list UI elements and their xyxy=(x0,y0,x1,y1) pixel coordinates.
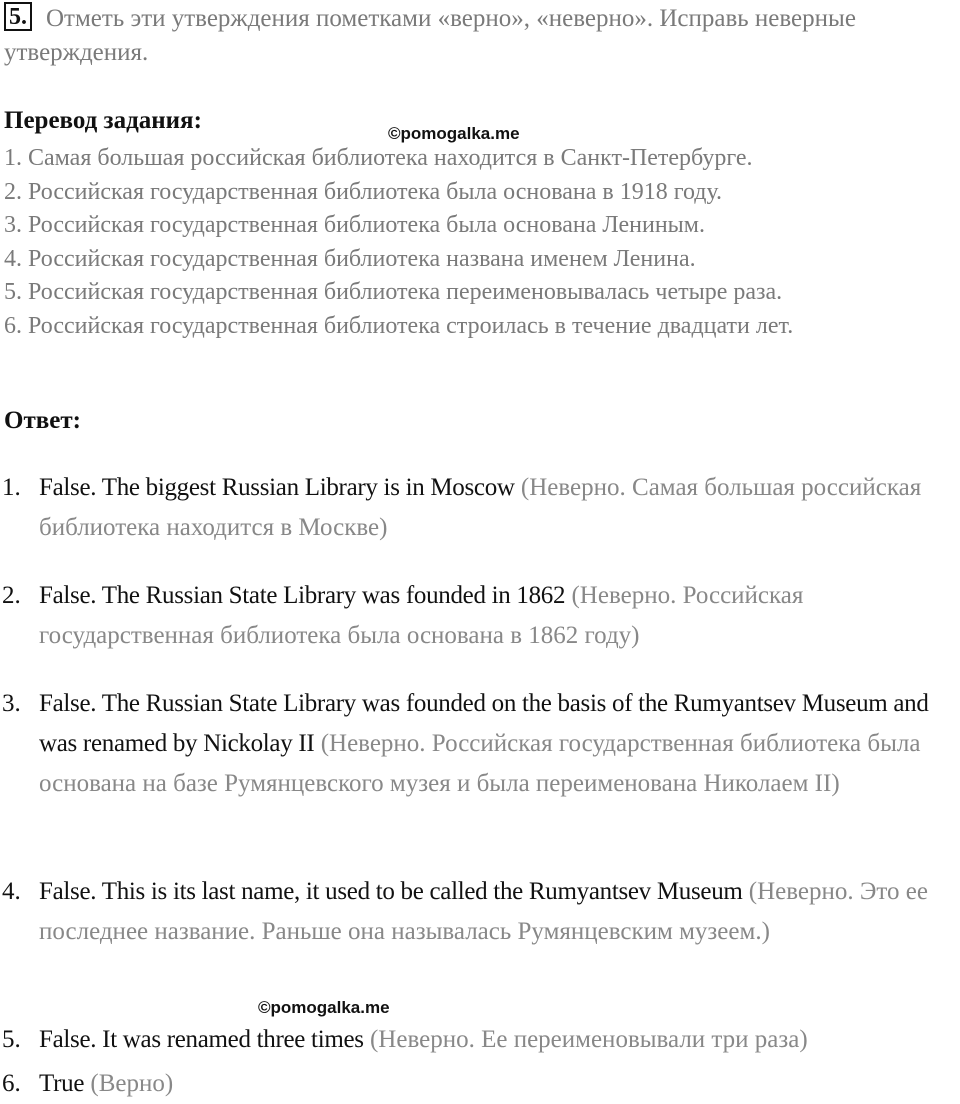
answer-english: False. It was renamed three times xyxy=(39,1026,364,1053)
answer-english: False. The Russian State Library was founded in 1862 xyxy=(39,582,566,609)
translation-list xyxy=(4,142,960,343)
translation-item-6: 6. Российская государственная библиотека строилась в течение двадцати лет. xyxy=(4,312,794,339)
translation-item-4: 4. Российская государственная библиотека названа именем Ленина. xyxy=(4,245,696,272)
answer-number: 2. xyxy=(2,582,21,609)
answer-item-4 xyxy=(0,872,950,952)
watermark-bottom: ©pomogalka.me xyxy=(258,998,390,1017)
translation-title: Перевод задания: xyxy=(4,107,202,134)
answer-english: True xyxy=(39,1070,85,1097)
answer-russian: (Неверно. Российская государственная библиотека была основана в 1862 году) xyxy=(39,582,804,649)
answer-item-6 xyxy=(0,1064,950,1104)
answer-number: 3. xyxy=(2,690,21,717)
answer-english: False. The Russian State Library was founded on the basis of the Rumyantsev Museum and was renamed by Nickolay II xyxy=(39,690,929,757)
answer-number: 1. xyxy=(2,474,21,501)
answer-russian: (Неверно. Самая большая российская библиотека находится в Москве) xyxy=(39,474,922,541)
watermark-top: ©pomogalka.me xyxy=(388,124,520,143)
answer-item-1 xyxy=(0,468,950,548)
translation-item-2: 2. Российская государственная библиотека была основана в 1918 году. xyxy=(4,178,723,205)
answer-number: 4. xyxy=(2,878,21,905)
answer-item-5 xyxy=(0,1020,950,1060)
answer-number: 6. xyxy=(2,1070,21,1097)
answer-russian: (Неверно. Это ее последнее название. Раньше она называлась Румянцевским музеем.) xyxy=(39,878,928,945)
task-header xyxy=(4,2,954,70)
answer-item-3 xyxy=(0,684,950,804)
answer-russian: (Неверно. Российская государственная библиотека была основана на базе Румянцевского музея и была переименована Николаем II) xyxy=(39,730,921,797)
answer-russian: (Неверно. Ее переименовывали три раза) xyxy=(363,1026,808,1053)
answer-title: Ответ: xyxy=(4,407,81,434)
translation-item-5: 5. Российская государственная библиотека переименовывалась четыре раза. xyxy=(4,279,783,305)
answer-number: 5. xyxy=(2,1026,21,1053)
translation-item-3: 3. Российская государственная библиотека была основана Лениным. xyxy=(4,212,705,238)
answer-russian: (Верно) xyxy=(84,1070,174,1097)
answer-item-2 xyxy=(0,576,950,656)
task-instruction: Отметь эти утверждения пометками «верно», «неверно». Исправь неверные утверждения. xyxy=(4,5,856,66)
answer-english: False. The biggest Russian Library is in Moscow xyxy=(39,474,515,501)
translation-item-1: 1. Самая большая российская библиотека находится в Санкт-Петербурге. xyxy=(4,145,753,171)
task-number-box: 5. xyxy=(4,2,32,31)
answer-english: False. This is its last name, it used to be called the Rumyantsev Museum xyxy=(39,878,743,905)
